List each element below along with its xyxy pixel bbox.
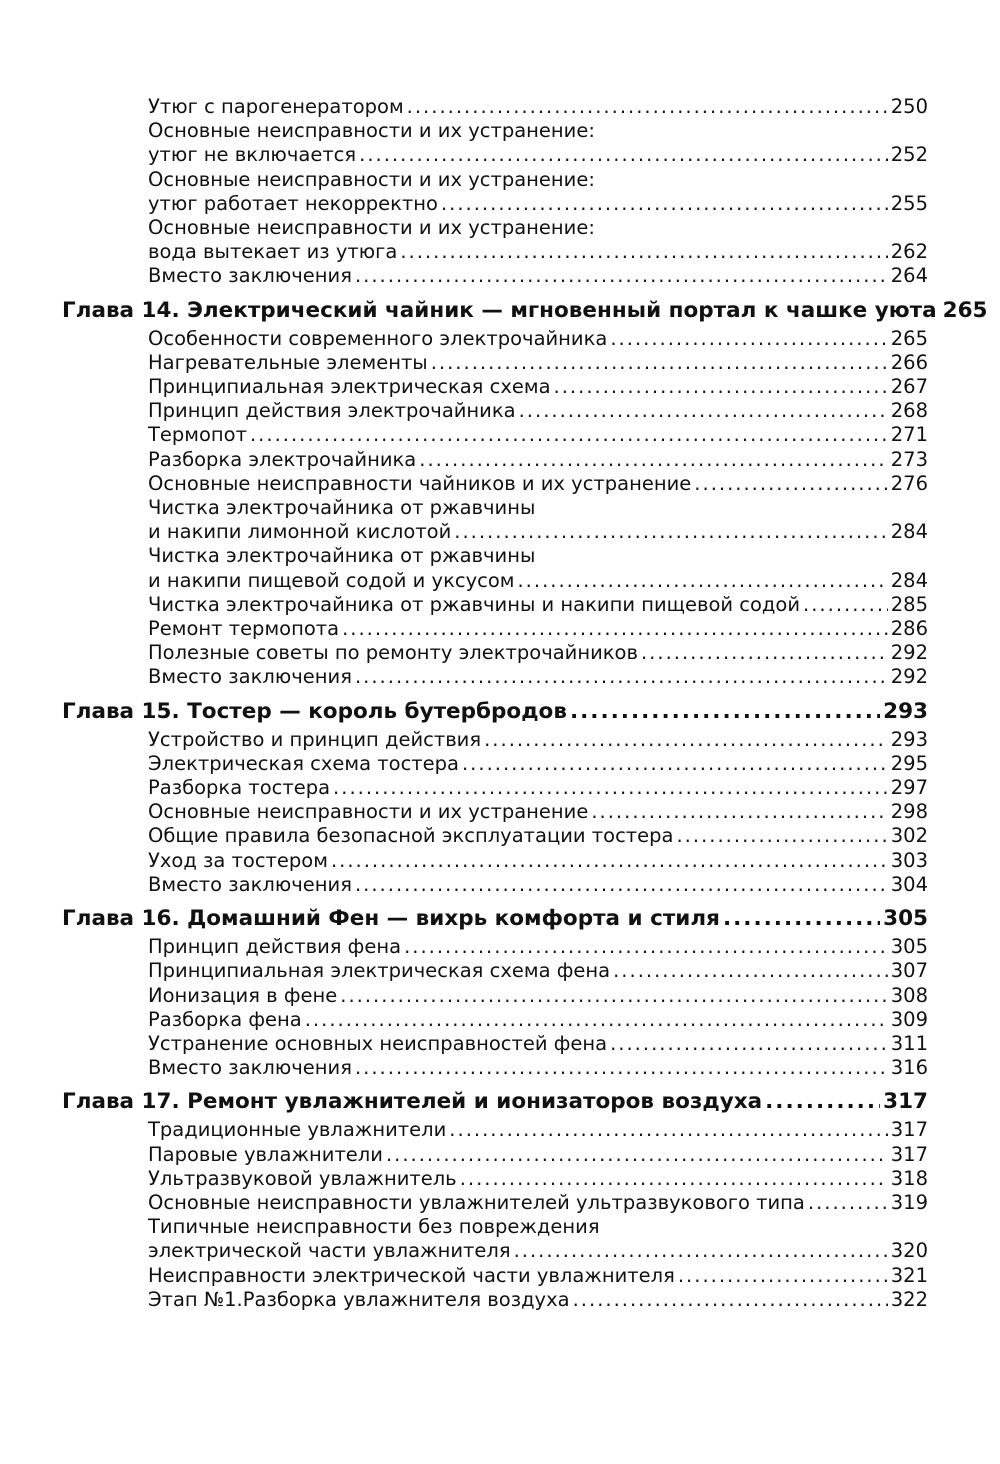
dot-leader [613, 959, 888, 983]
section-title: Уход за тостером [148, 848, 328, 872]
dot-leader [484, 728, 888, 752]
section-title: Электрическая схема тостера [148, 751, 459, 775]
section-title: Основные неисправности увлажнителей ультразвукового типа [148, 1190, 805, 1214]
dot-leader [449, 1118, 887, 1142]
toc-entry-first-line: Основные неисправности и их устранение: [148, 119, 595, 143]
page-number: 264 [890, 264, 928, 288]
toc-section-entry [62, 959, 928, 983]
section-title: Вместо заключения [148, 665, 352, 689]
toc-section-entry [62, 752, 928, 776]
section-title: Вместо заключения [148, 1056, 352, 1080]
page-number: 276 [890, 471, 928, 495]
section-title: Нагревательные элементы [148, 350, 428, 374]
section-title: Вместо заключения [148, 264, 352, 288]
page-number: 265 [890, 326, 928, 350]
page-number: 317 [890, 1142, 928, 1166]
page-number: 308 [890, 983, 928, 1007]
page-number: 268 [890, 399, 928, 423]
section-title: Устранение основных неисправностей фена [148, 1031, 608, 1055]
page-number: 305 [890, 935, 928, 959]
dot-leader [554, 375, 888, 399]
toc-section-entry [62, 1264, 928, 1288]
dot-leader [641, 641, 888, 665]
toc-entry-first-line: Чистка электрочайника от ржавчины [148, 496, 536, 520]
page-number: 295 [890, 751, 928, 775]
section-title: Вместо заключения [148, 872, 352, 896]
section-title: Устройство и принцип действия [148, 727, 482, 751]
chapter-title: Глава 17. Ремонт увлажнителей и ионизаторов воздуха [62, 1089, 763, 1115]
section-title: Принцип действия фена [148, 935, 402, 959]
section-title: Утюг с парогенератором [148, 95, 404, 118]
section-title: Принципиальная электрическая схема фена [148, 959, 611, 983]
dot-leader [333, 776, 888, 800]
dot-leader [803, 593, 888, 617]
toc-entry-first-line: Основные неисправности и их устранение: [148, 167, 595, 191]
dot-leader [570, 698, 880, 726]
page-number: 255 [890, 191, 928, 215]
dot-leader [340, 984, 888, 1008]
toc-section-entry [62, 1032, 928, 1056]
page-number: 303 [890, 848, 928, 872]
toc-section-entry [62, 327, 928, 351]
toc-section-entry [62, 399, 928, 423]
section-title: Общие правила безопасной эксплуатации тостера [148, 824, 674, 848]
dot-leader [454, 520, 888, 544]
toc-section-entry [62, 1143, 928, 1167]
dot-leader [355, 873, 888, 897]
page-number: 252 [890, 143, 928, 167]
toc-section-entry [62, 1288, 928, 1312]
toc-section-entry [62, 1118, 928, 1142]
page-number: 265 [942, 297, 988, 323]
page-number: 297 [890, 776, 928, 800]
toc-section-entry [62, 569, 928, 593]
page-number: 305 [883, 906, 928, 932]
page-number: 316 [890, 1056, 928, 1080]
section-title: Традиционные увлажнители [148, 1118, 447, 1142]
toc-section-entry [62, 95, 928, 119]
section-title: и накипи лимонной кислотой [148, 520, 452, 544]
section-title: Принципиальная электрическая схема [148, 375, 551, 399]
section-title: Ультразвуковой увлажнитель [148, 1166, 457, 1190]
page-number: 284 [890, 568, 928, 592]
toc-section-entry [62, 824, 928, 848]
dot-leader [573, 1288, 888, 1312]
dot-leader [331, 849, 888, 873]
section-title: Особенности современного электрочайника [148, 326, 608, 350]
page-number: 319 [890, 1190, 928, 1214]
toc-section-entry [62, 423, 928, 447]
table-of-contents [62, 95, 988, 1312]
dot-leader [407, 95, 888, 119]
dot-leader [678, 1264, 888, 1288]
dot-leader [808, 1191, 888, 1215]
section-title: Разборка электрочайника [148, 447, 417, 471]
page-number: 273 [890, 447, 928, 471]
dot-leader [462, 752, 888, 776]
dot-leader [591, 800, 887, 824]
page-number: 302 [890, 824, 928, 848]
toc-section-entry [62, 1191, 928, 1215]
page-number: 292 [890, 641, 928, 665]
toc-section-entry [62, 264, 928, 288]
section-title: Разборка тостера [148, 776, 331, 800]
page-number: 304 [890, 872, 928, 896]
page-number: 311 [890, 1031, 928, 1055]
dot-leader [400, 240, 887, 264]
dot-leader [519, 399, 888, 423]
page-number: 285 [890, 592, 928, 616]
dot-leader [355, 264, 888, 288]
toc-chapter-entry [62, 698, 928, 726]
section-title: Неисправности электрической части увлажнителя [148, 1263, 675, 1287]
page-number: 284 [890, 520, 928, 544]
dot-leader [676, 824, 887, 848]
section-title: Разборка фена [148, 1007, 302, 1031]
page-number: 317 [883, 1089, 928, 1115]
dot-leader [460, 1167, 888, 1191]
page-number: 318 [890, 1166, 928, 1190]
section-title: вода вытекает из утюга [148, 240, 398, 264]
dot-leader [419, 448, 888, 472]
chapter-title: Глава 16. Домашний Фен — вихрь комфорта и стиля [62, 906, 720, 932]
page-number: 267 [890, 375, 928, 399]
toc-section-entry [62, 800, 928, 824]
page-number: 298 [890, 800, 928, 824]
toc-section-entry [62, 641, 928, 665]
page-number: 292 [890, 665, 928, 689]
page-number: 322 [890, 1287, 928, 1311]
section-title: электрической части увлажнителя [148, 1239, 511, 1263]
toc-section-entry [62, 472, 928, 496]
toc-section-entry [62, 351, 928, 375]
toc-section-entry [62, 1056, 928, 1080]
toc-section-entry [62, 728, 928, 752]
toc-section-entry [62, 665, 928, 689]
dot-leader [250, 423, 888, 447]
toc-chapter-entry [62, 297, 988, 325]
dot-leader [765, 1088, 880, 1116]
dot-leader [514, 1239, 888, 1263]
page-number: 286 [890, 617, 928, 641]
section-title: и накипи пищевой содой и уксусом [148, 568, 515, 592]
page-number: 250 [890, 95, 928, 118]
toc-section-entry [62, 520, 928, 544]
dot-leader [610, 1032, 888, 1056]
section-title: Этап №1.Разборка увлажнителя воздуха [148, 1287, 570, 1311]
dot-leader [517, 569, 887, 593]
toc-section-entry [62, 984, 928, 1008]
dot-leader [355, 665, 888, 689]
dot-leader [723, 905, 880, 933]
toc-entry-first-line: Чистка электрочайника от ржавчины [148, 544, 536, 568]
section-title: Термопот [148, 423, 247, 447]
dot-leader [359, 143, 888, 167]
page-number: 321 [890, 1263, 928, 1287]
toc-entry-first-line: Типичные неисправности без повреждения [148, 1215, 600, 1239]
page-number: 309 [890, 1007, 928, 1031]
toc-entry-first-line: Основные неисправности и их устранение: [148, 216, 595, 240]
dot-leader [355, 1056, 888, 1080]
page-number: 317 [890, 1118, 928, 1142]
toc-section-entry [62, 375, 928, 399]
toc-chapter-entry [62, 905, 928, 933]
toc-section-entry [62, 1239, 928, 1263]
section-title: Основные неисправности чайников и их устранение [148, 471, 692, 495]
toc-section-entry [62, 240, 928, 264]
toc-chapter-entry [62, 1088, 928, 1116]
toc-section-entry [62, 143, 928, 167]
page-number: 293 [890, 727, 928, 751]
section-title: утюг не включается [148, 143, 357, 167]
dot-leader [441, 192, 888, 216]
page-number: 320 [890, 1239, 928, 1263]
dot-leader [431, 351, 888, 375]
dot-leader [404, 935, 888, 959]
section-title: утюг работает некорректно [148, 191, 438, 215]
dot-leader [386, 1143, 888, 1167]
toc-section-entry [62, 448, 928, 472]
toc-section-entry [62, 935, 928, 959]
chapter-title: Глава 14. Электрический чайник — мгновенный портал к чашке уюта [62, 297, 937, 323]
toc-section-entry [62, 192, 928, 216]
section-title: Чистка электрочайника от ржавчины и накипи пищевой содой [148, 592, 801, 616]
section-title: Ремонт термопота [148, 617, 340, 641]
toc-section-entry [62, 776, 928, 800]
section-title: Ионизация в фене [148, 983, 338, 1007]
dot-leader [342, 617, 888, 641]
toc-section-entry [62, 617, 928, 641]
section-title: Паровые увлажнители [148, 1142, 383, 1166]
dot-leader [610, 327, 887, 351]
section-title: Принцип действия электрочайника [148, 399, 516, 423]
toc-section-entry [62, 849, 928, 873]
section-title: Полезные советы по ремонту электрочайников [148, 641, 638, 665]
section-title: Основные неисправности и их устранение [148, 800, 589, 824]
toc-section-entry [62, 873, 928, 897]
dot-leader [305, 1008, 888, 1032]
dot-leader [694, 472, 887, 496]
page-number: 307 [890, 959, 928, 983]
page-number: 262 [890, 240, 928, 264]
page-number: 266 [890, 350, 928, 374]
toc-section-entry [62, 593, 928, 617]
toc-section-entry [62, 1167, 928, 1191]
chapter-title: Глава 15. Тостер — король бутербродов [62, 698, 567, 724]
page-number: 293 [883, 698, 928, 724]
toc-section-entry [62, 1008, 928, 1032]
page-number: 271 [890, 423, 928, 447]
